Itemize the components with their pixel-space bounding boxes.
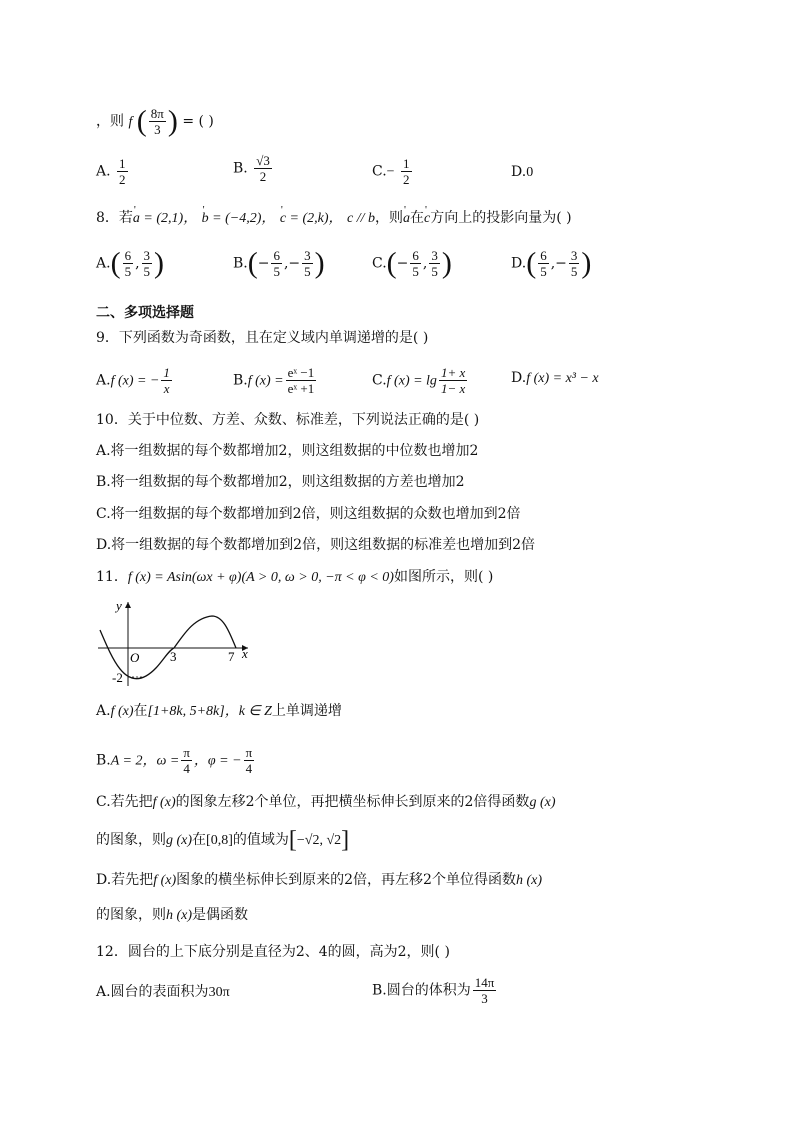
q8-b-paren-open: ( — [247, 246, 258, 280]
q11-b-phi: ，φ = − — [193, 753, 242, 769]
q8-d-frac2 — [569, 248, 580, 279]
q8-a-eq — [133, 211, 197, 226]
q10-option-a[interactable]: A.将一组数据的每个数都增加2，则这组数据的中位数也增加2 — [96, 443, 479, 459]
q8-text-mid: ，则 — [374, 210, 403, 226]
q11-d-h: h (x) — [515, 873, 542, 888]
q8-a-paren-close: ) — [154, 246, 165, 280]
q11-option-d-line1[interactable] — [96, 870, 542, 891]
q11-b-omega-frac — [181, 745, 192, 776]
q7-paren-open: ( — [136, 104, 147, 138]
q9-b-lhs: f (x) = — [247, 373, 284, 389]
q8-text-in: 在 — [409, 210, 424, 226]
q9-c-label: C. — [372, 372, 387, 389]
q7-c-sign: − — [386, 164, 395, 180]
q7-b-label: B. — [233, 160, 248, 177]
q7-c-num: 1 — [403, 156, 410, 171]
q8-a-num2: 3 — [143, 248, 151, 263]
q12-b-text: B.圆台的体积为 — [372, 982, 471, 999]
q8-option-a[interactable]: A.( $\frac{6}{5}$ , $\frac{3}{5}$ ) — [96, 246, 165, 280]
q8-d-num1: 6 — [540, 248, 547, 263]
q8-c-paren-open: ( — [386, 246, 397, 280]
q11-c-range: −√2, √2 — [296, 833, 342, 848]
q9-c-den: 1− x — [440, 381, 466, 396]
q8-b-num2: 3 — [304, 248, 311, 263]
q8-c-den2: 5 — [431, 264, 438, 279]
q12-option-b[interactable] — [372, 975, 498, 1006]
y-axis-arrow — [125, 602, 131, 608]
q11-c-bracket-open: [ — [288, 827, 297, 853]
q11-b-omega: ω = — [156, 753, 180, 769]
q7-option-c[interactable] — [372, 156, 414, 187]
q11-a-label: A. — [96, 703, 111, 719]
q10-option-c[interactable]: C.将一组数据的每个数都增加到2倍，则这组数据的众数也增加到2倍 — [96, 506, 521, 522]
q8-c-vec: ' c = (2,k)， — [280, 209, 343, 229]
q11-c-f: f (x) — [152, 795, 176, 810]
q8-text-end: 方向上的投影向量为( ) — [430, 210, 572, 226]
q11-b-omega-num: π — [183, 745, 190, 760]
q7-stem — [96, 106, 214, 137]
q7-b-den: 2 — [259, 169, 267, 184]
q12-b-frac — [473, 975, 497, 1006]
q11-number: 11． — [96, 569, 128, 585]
q11-c-text1: C.若先把 — [96, 794, 153, 810]
q7-c-den: 2 — [403, 172, 410, 187]
q11-b-label: B. — [96, 752, 111, 769]
q11-a-text2: 上单调递增 — [271, 703, 342, 719]
q7-option-b[interactable] — [233, 153, 274, 184]
q9-option-b[interactable] — [233, 365, 318, 396]
q11-option-d-line2[interactable] — [96, 905, 248, 926]
q7-a-label: A. — [96, 163, 111, 180]
q7-f: f — [128, 114, 133, 130]
q8-c-frac1 — [410, 248, 421, 279]
q8-c-num1: 6 — [412, 248, 419, 263]
q8-b-den2: 5 — [304, 264, 311, 279]
q8-c-paren-close: ) — [441, 246, 452, 280]
q9-a-num: 1 — [163, 365, 170, 380]
q11-b-a: A = 2， — [110, 753, 157, 769]
q9-b-frac — [286, 365, 317, 396]
q8-d-num2: 3 — [570, 248, 578, 263]
q11-d-text2: 图象的横坐标伸长到原来的2倍，再左移2个单位得函数 — [176, 872, 516, 888]
q7-stem-suffix: = ( ) — [182, 113, 214, 130]
q8-d-label: D. — [511, 255, 527, 272]
q9-a-den: x — [163, 381, 170, 396]
q9-d-label: D. — [511, 370, 527, 386]
q7-paren-close: ) — [167, 104, 178, 138]
q11-d-h2: h (x) — [166, 908, 193, 923]
q12-stem: 12．圆台的上下底分别是直径为2、4的圆，高为2，则( ) — [96, 944, 450, 960]
q8-parallel: c // b — [346, 211, 375, 226]
q11-c-g: g (x) — [529, 795, 556, 810]
q8-c-num2: 3 — [431, 248, 438, 263]
q11-d-f: f (x) — [153, 873, 177, 888]
q7-stem-prefix: ，则 — [96, 113, 124, 130]
q11-c-g2: g (x) — [166, 833, 193, 848]
q12-b-den: 3 — [481, 991, 488, 1006]
q11-c-dom: [0,8] — [206, 833, 233, 848]
q8-d-paren-close: ) — [581, 246, 592, 280]
q7-a-frac — [117, 156, 128, 187]
q8-c-frac2 — [429, 248, 440, 279]
y-label: y — [116, 598, 122, 613]
q8-b-frac1 — [271, 248, 282, 279]
q9-c-frac — [439, 365, 467, 396]
q9-d-text: f (x) = x³ − x — [526, 371, 599, 386]
q7-c-frac — [401, 156, 412, 187]
q9-option-c[interactable] — [372, 365, 469, 396]
q11-option-c-line1[interactable] — [96, 792, 555, 813]
q8-d-den2: 5 — [570, 264, 578, 279]
q11-b-phi-frac — [244, 745, 255, 776]
origin-label: O — [130, 650, 140, 665]
q12-a-val: 30π — [208, 985, 230, 1000]
q8-number: 8．若 — [96, 210, 133, 226]
q11-c-text4: 在 — [192, 832, 207, 848]
q7-b-frac — [254, 153, 272, 184]
q8-d-den1: 5 — [540, 264, 547, 279]
q11-d-text4: 是偶函数 — [192, 907, 249, 923]
q11-c-bracket-close: ] — [341, 827, 350, 853]
q9-a-lhs: f (x) = − — [110, 373, 160, 389]
q8-b-paren-close: ) — [314, 246, 325, 280]
q10-option-d[interactable]: D.将一组数据的每个数都增加到2倍，则这组数据的标准差也增加到2倍 — [96, 537, 535, 553]
q7-option-d[interactable] — [511, 162, 533, 183]
q7-d-label: D. — [511, 164, 527, 180]
q11-a-interval: [1+8k, 5+8k] — [147, 704, 225, 719]
q8-a-sym: ' a — [403, 209, 410, 229]
q11-d-text3: 的图象，则 — [96, 907, 166, 923]
q8-option-c[interactable]: C.(− $\frac{6}{5}$ , $\frac{3}{5}$ ) — [372, 246, 452, 280]
q8-b-label: B. — [233, 255, 248, 272]
q9-a-frac — [161, 365, 172, 396]
q9-b-label: B. — [233, 372, 248, 389]
q11-option-c-line2[interactable] — [96, 827, 350, 853]
q8-a-den1: 5 — [124, 264, 132, 279]
q8-stem — [96, 208, 572, 229]
q8-a-frac1 — [123, 248, 134, 279]
q11-d-text1: D.若先把 — [96, 872, 154, 888]
q8-b-den1: 5 — [273, 264, 280, 279]
q11-stem — [96, 567, 493, 588]
q8-d-frac1 — [538, 248, 549, 279]
q11-b-phi-num: π — [245, 745, 253, 760]
q11-a-f: f (x) — [110, 704, 134, 719]
q11-a-k: ，k ∈ Z — [224, 704, 272, 719]
tick-3: 3 — [170, 649, 177, 664]
q7-frac-den: 3 — [154, 122, 161, 137]
q8-c-label: C. — [372, 255, 387, 272]
q8-option-b[interactable]: B.(− $\frac{6}{5}$ ,− $\frac{3}{5}$ ) — [233, 246, 325, 280]
q7-frac-num: 8π — [150, 106, 164, 121]
q7-b-num: √3 — [256, 153, 270, 168]
q11-c-text2: 的图象左移2个单位，再把横坐标伸长到原来的2倍得函数 — [175, 794, 530, 810]
q11-b-phi-den: 4 — [245, 761, 253, 776]
q11-b-omega-den: 4 — [183, 761, 190, 776]
q8-d-paren-open: ( — [526, 246, 537, 280]
q8-a-den2: 5 — [143, 264, 151, 279]
q7-d-value: 0 — [526, 165, 534, 180]
q10-option-b[interactable]: B.将一组数据的每个数都增加2，则这组数据的方差也增加2 — [96, 474, 465, 490]
q8-a-label: A. — [96, 255, 111, 272]
q8-c-eq — [280, 211, 343, 226]
q11-c-text5: 的值域为 — [232, 832, 289, 848]
x-label: x — [242, 646, 248, 661]
q11-option-a[interactable] — [96, 701, 342, 722]
q9-option-a[interactable] — [96, 365, 174, 396]
q9-c-lhs: f (x) = lg — [386, 373, 437, 389]
q9-a-label: A. — [96, 372, 111, 389]
q9-b-den: eˣ +1 — [287, 381, 315, 396]
q11-a-text1: 在 — [133, 703, 148, 719]
section-title: 二、多项选择题 — [96, 305, 194, 321]
q7-a-num: 1 — [119, 156, 126, 171]
tick-7: 7 — [228, 649, 235, 664]
q8-b-eq — [202, 211, 276, 226]
q8-c-den1: 5 — [412, 264, 419, 279]
q8-a-paren-open: ( — [110, 246, 121, 280]
q12-b-num: 14π — [474, 975, 495, 990]
q8-a-num1: 6 — [124, 248, 132, 263]
q7-frac — [149, 106, 166, 137]
q12-a-text: A.圆台的表面积为 — [96, 984, 209, 1000]
q8-b-vec: ' b = (−4,2)， — [202, 209, 276, 229]
q7-option-a[interactable] — [96, 156, 130, 187]
q12-option-a[interactable] — [96, 982, 230, 1003]
q11-stem-end: 如图所示，则( ) — [393, 569, 494, 585]
q9-c-num: 1+ x — [440, 365, 466, 380]
q7-a-den: 2 — [119, 172, 126, 187]
q9-option-d[interactable] — [511, 368, 599, 389]
q9-b-num: eˣ −1 — [287, 365, 315, 380]
q11-c-text3: 的图象，则 — [96, 832, 166, 848]
q9-stem: 9．下列函数为奇函数，且在定义域内单调递增的是( ) — [96, 330, 429, 346]
tick-neg2: -2 — [112, 670, 123, 685]
q8-b-frac2 — [302, 248, 313, 279]
q11-formula: f (x) = Asin(ωx + φ)(A > 0, ω > 0, −π < φ < 0) — [127, 570, 394, 585]
q8-b-num1: 6 — [273, 248, 280, 263]
q11-option-b[interactable] — [96, 745, 256, 776]
q11-graph — [94, 598, 254, 688]
q8-a-vec: ' a = (2,1)， — [133, 209, 197, 229]
q10-stem: 10．关于中位数、方差、众数、标准差，下列说法正确的是( ) — [96, 412, 480, 428]
q8-c-sym: ' c — [424, 209, 430, 229]
q8-option-d[interactable]: D.( $\frac{6}{5}$ ,− $\frac{3}{5}$ ) — [511, 246, 592, 280]
q7-c-label: C. — [372, 163, 387, 180]
q8-a-frac2 — [142, 248, 153, 279]
